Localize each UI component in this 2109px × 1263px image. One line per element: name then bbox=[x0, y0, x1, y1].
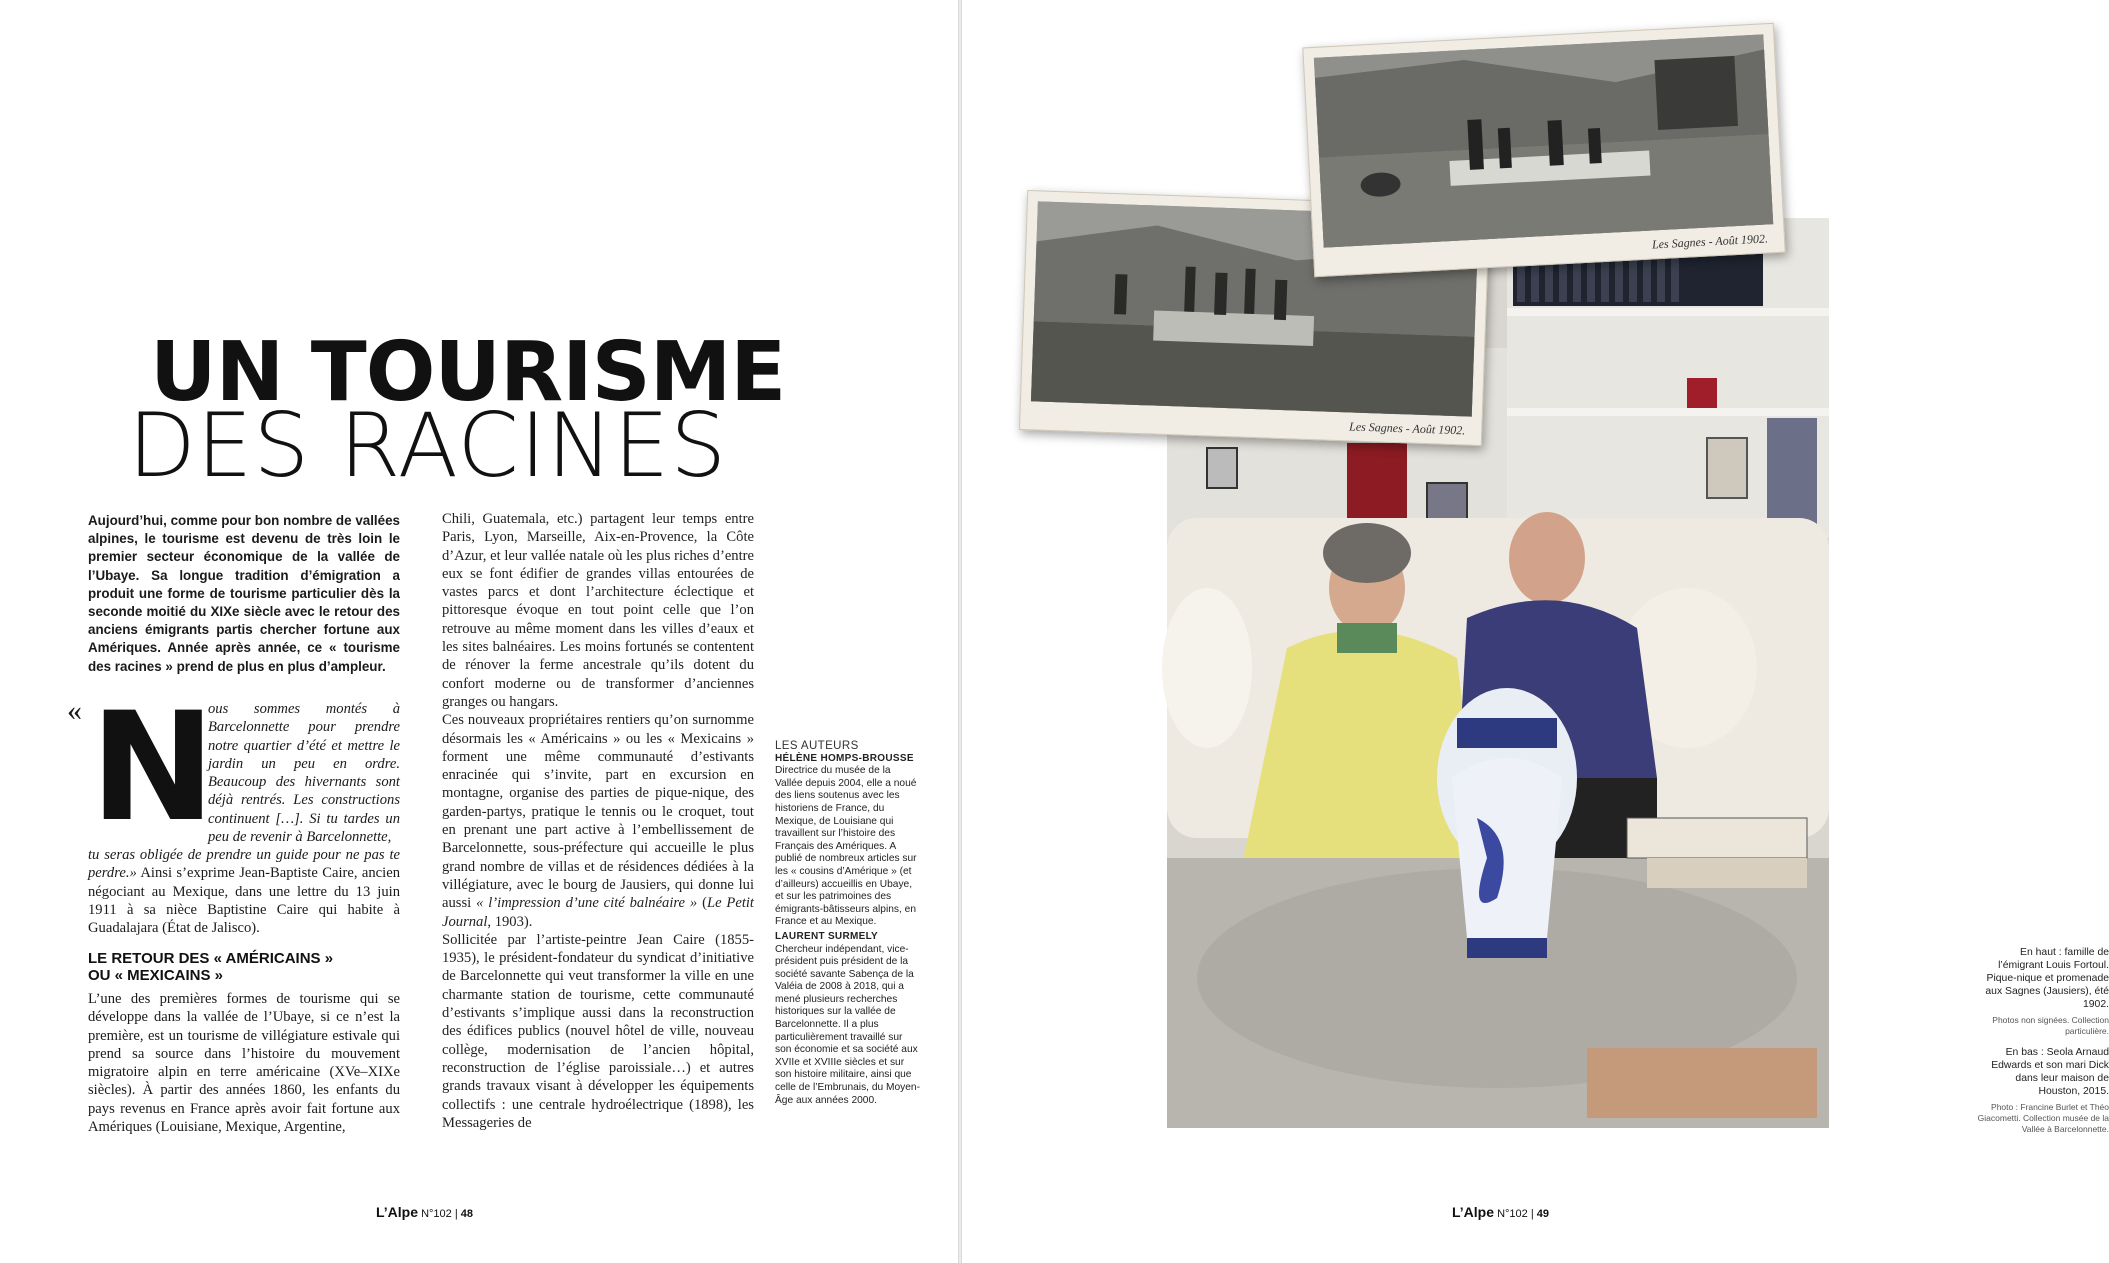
col2-p2-text: Ces nouveaux propriétaires rentiers qu’on surnomme désormais les « Américains » ou les « Mexicains » forment une même communauté d’estivants enracinée qui s’invite, part en excursion en montagne, organise des parties de pique-nique, des garden-partys, pratique le tennis ou le croquet, tout en prenant une part active à l’embellissement de Barcelonnette, sous-préfecture qui accueille le plus grand nombre de villas et de résidences dédiées à la villégiature, avec le bourg de Jausiers, qui donne lui aussi bbox=[442, 712, 754, 912]
column-2 bbox=[442, 510, 754, 1132]
quote-open-mark: « bbox=[67, 694, 82, 727]
quote-italic-end: tu seras obligée de prendre un guide pour ne pas te perdre.» bbox=[88, 847, 400, 882]
column-1-body: L’une des premières formes de tourisme qui se développe dans la vallée de l’Ubaye, si ce n’est la première, est un tourisme de villégiature estivale qui prend sa source dans l’histoire du mouvement migratoire alpin en terre américaine (XVe–XIXe siècles). À partir des années 1860, les enfants du pays revenus en France après avoir fait fortune aux Amériques (Louisiane, Mexique, Argentine, bbox=[88, 991, 400, 1136]
title-line-2-text: DES RACINES bbox=[128, 394, 728, 497]
footer-page-number-right: 49 bbox=[1536, 1208, 1550, 1220]
authors-box bbox=[775, 740, 920, 1107]
footer-separator: | bbox=[454, 1208, 458, 1220]
footer-brand-right: L’Alpe bbox=[1452, 1204, 1495, 1220]
quote-opening-lines: ous sommes montés à Barcelonnette pour prendre notre quartier d’été et mettre le jardin un peu en ordre. Beaucoup des hivernants sont déjà rentrés. Les constructions continuent […]. Si tu tardes un peu de revenir à Barcelonnette, bbox=[208, 701, 400, 846]
col2-paragraph-1: Chili, Guatemala, etc.) partagent leur temps entre Paris, Lyon, Marseille, Aix-en-Provence, la Côte d’Azur, et leur vallée natale où les plus riches d’entre eux se font édifier de grandes villas entourées de vastes parcs et dont l’architecture éclectique et pittoresque évoque en tout point celle que l’on retrouve au même moment dans les villes d’eaux et les sites balnéaires. Les moins fortunés se contentent de rénover la ferme ancestrale qu’ils dotent du confort moderne ou de transformer d’anciennes granges ou hangars. bbox=[442, 511, 754, 710]
col2-p2-quote: « l’impression d’une cité balnéaire » bbox=[476, 895, 698, 912]
footer-right bbox=[1452, 1204, 1549, 1220]
footer-brand: L’Alpe bbox=[376, 1204, 419, 1220]
col2-paragraph-2 bbox=[442, 711, 754, 931]
author-1-name: HÉLÈNE HOMPS-BROUSSE bbox=[775, 752, 914, 764]
footer-issue-right: N°102 bbox=[1497, 1208, 1528, 1220]
caption-top bbox=[1974, 946, 2109, 1037]
col2-p2-source-open: ( bbox=[697, 895, 707, 912]
subhead-line-1: LE RETOUR DES « AMÉRICAINS » bbox=[88, 950, 334, 967]
dropcap bbox=[90, 681, 210, 855]
author-1-bio: Directrice du musée de la Vallée depuis 2004, elle a noué des liens soutenus avec les historiens de France, du Mexique, de Louisiane qui travaillent sur l’histoire des Français des Amériques. A publié de nombreux articles sur les « cousins d’Amérique » (et d’ailleurs) accueillis en Ubaye, et sur les patrimoines des émigrants-bâtisseurs alpins, en France et au Mexique. bbox=[775, 765, 917, 928]
caption-top-credit: Photos non signées. Collection particulière. bbox=[1992, 1015, 2109, 1036]
footer-issue: N°102 bbox=[421, 1208, 452, 1220]
authors-label: LES AUTEURS bbox=[775, 740, 859, 752]
postcard-2-image bbox=[1314, 34, 1773, 247]
caption-top-text: En haut : famille de l’émigrant Louis Fortoul. Pique-nique et promenade aux Sagnes (Jausiers), été 1902. bbox=[1985, 947, 2109, 1010]
col2-p2-source: Le Petit Journal bbox=[442, 895, 754, 930]
title-line-1: UN TOURISME bbox=[150, 325, 786, 420]
postcard-2-caption: Les Sagnes - Août 1902. bbox=[1651, 231, 1769, 252]
postcard-2-illustration bbox=[1314, 34, 1773, 247]
footer-page-number: 48 bbox=[460, 1208, 474, 1220]
caption-bottom-credit: Photo : Francine Burlet et Théo Giacometti. Collection musée de la Vallée à Barcelonnette. bbox=[1977, 1102, 2109, 1134]
section-subhead bbox=[88, 950, 400, 984]
col2-p2-source-close: , 1903). bbox=[487, 913, 533, 930]
postcard-1-caption: Les Sagnes - Août 1902. bbox=[1348, 419, 1466, 438]
col2-paragraph-3: Sollicitée par l’artiste-peintre Jean Caire (1855-1935), le président-fondateur du syndicat d’initiative de Barcelonnette qui veut transformer la ville en une charmante station de tourisme, cette communauté d’estivants s’implique aussi dans la reconstruction des édifices publics (nouvel hôtel de ville, nouveau collège, modernisation de l’ancien hôpital, reconstruction de l’église paroissiale…) et autres grands travaux visant à développer les équipements collectifs : une centrale hydroélectrique (1898), les Messageries de bbox=[442, 931, 754, 1131]
caption-bottom bbox=[1974, 1046, 2109, 1135]
quote-attribution: Ainsi s’exprime Jean-Baptiste Caire, ancien négociant au Mexique, dans une lettre du 13 juin 1911 à sa nièce Baptistine Caire qui habite à Guadalajara (État de Jalisco). bbox=[88, 865, 400, 937]
subhead-line-2: OU « MEXICAINS » bbox=[88, 967, 224, 984]
intro-paragraph: Aujourd’hui, comme pour bon nombre de vallées alpines, le tourisme est devenu de très loin le premier secteur économique de la vallée de l’Ubaye. Sa longue tradition d’émigration a produit une forme de tourisme particulier dès la seconde moitié du XIXe siècle avec le retour des anciens émigrants partis chercher fortune aux Amériques. Année après année, ce « tourisme des racines » prend de plus en plus d’ampleur. bbox=[88, 513, 400, 674]
caption-bottom-text: En bas : Seola Arnaud Edwards et son mari Dick dans leur maison de Houston, 2015. bbox=[1991, 1047, 2109, 1097]
title-line-2 bbox=[128, 394, 728, 497]
footer-separator-right: | bbox=[1530, 1208, 1534, 1220]
quote-continuation bbox=[88, 846, 400, 937]
postcard-picnic-field bbox=[1302, 23, 1785, 277]
author-2-name: LAURENT SURMELY bbox=[775, 930, 879, 942]
dropcap-letter: N bbox=[90, 681, 210, 855]
footer-left bbox=[376, 1204, 473, 1220]
author-2-bio: Chercheur indépendant, vice-président puis président de la société savante Sabença de la Valéia de 2008 à 2018, qui a mené plusieurs recherches historiques sur la vallée de Barcelonnette. Il a plus particulièrement travaillé sur son économie et sa société aux XVIIe et XVIIIe siècles et sur son histoire militaire, ainsi que celle de l’Embrunais, du Moyen-Âge aux années 2000. bbox=[775, 943, 920, 1106]
left-page bbox=[0, 0, 958, 1263]
